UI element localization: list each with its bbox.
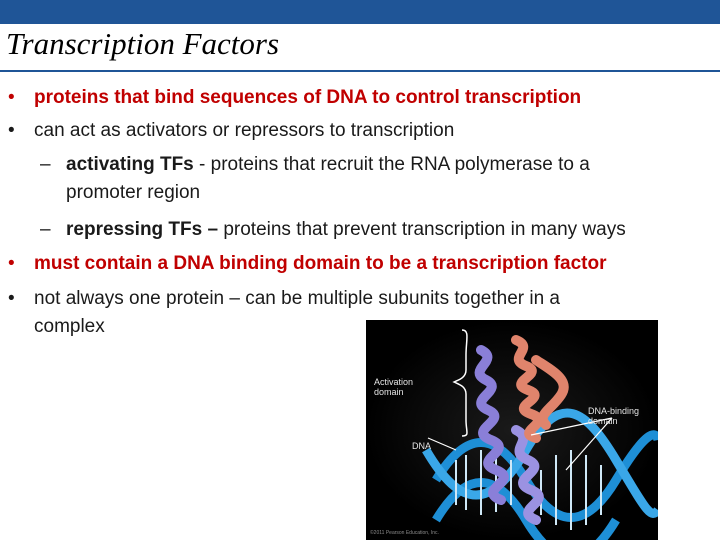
bullet-item — [8, 117, 708, 145]
bullet-text: can act as activators or repressors to transcription — [34, 120, 455, 141]
sub-bullet-text: - proteins that recruit the RNA polymerase to a — [193, 154, 590, 175]
dna-binding-domain-label: DNA-binding domain — [588, 406, 640, 426]
sub-bullet-marker: – — [40, 219, 51, 240]
bullet-marker: • — [8, 87, 15, 108]
sub-bullet-marker: – — [40, 154, 51, 175]
title-divider — [0, 70, 720, 72]
bullet-item — [8, 84, 708, 112]
protein-dna-illustration — [366, 320, 658, 540]
dna-label: DNA — [412, 441, 432, 451]
sub-bullet-term: repressing TFs – — [66, 219, 219, 240]
bullet-text: proteins that bind sequences of DNA to control transcription — [34, 87, 582, 108]
transcription-factor-figure — [366, 320, 658, 540]
bullet-item — [8, 250, 708, 278]
bullet-text: must contain a DNA binding domain to be a transcription factor — [34, 253, 607, 274]
header-bar — [0, 0, 720, 24]
figure-copyright: ©2011 Pearson Education, Inc. — [370, 530, 439, 536]
bullet-marker: • — [8, 120, 15, 141]
sub-bullet-item — [40, 216, 715, 244]
bullet-text-continued: complex — [34, 316, 105, 337]
bullet-marker: • — [8, 253, 15, 274]
sub-bullet-item — [40, 151, 715, 207]
slide-title: Transcription Factors — [6, 26, 280, 61]
sub-bullet-text: proteins that prevent transcription in many ways — [218, 219, 626, 240]
sub-bullet-text-continued: promoter region — [66, 182, 201, 203]
sub-bullet-term: activating TFs — [66, 154, 194, 175]
bullet-marker: • — [8, 288, 15, 309]
bullet-text: not always one protein – can be multiple subunits together in a — [34, 288, 560, 309]
activation-domain-label: Activation domain — [374, 377, 414, 397]
